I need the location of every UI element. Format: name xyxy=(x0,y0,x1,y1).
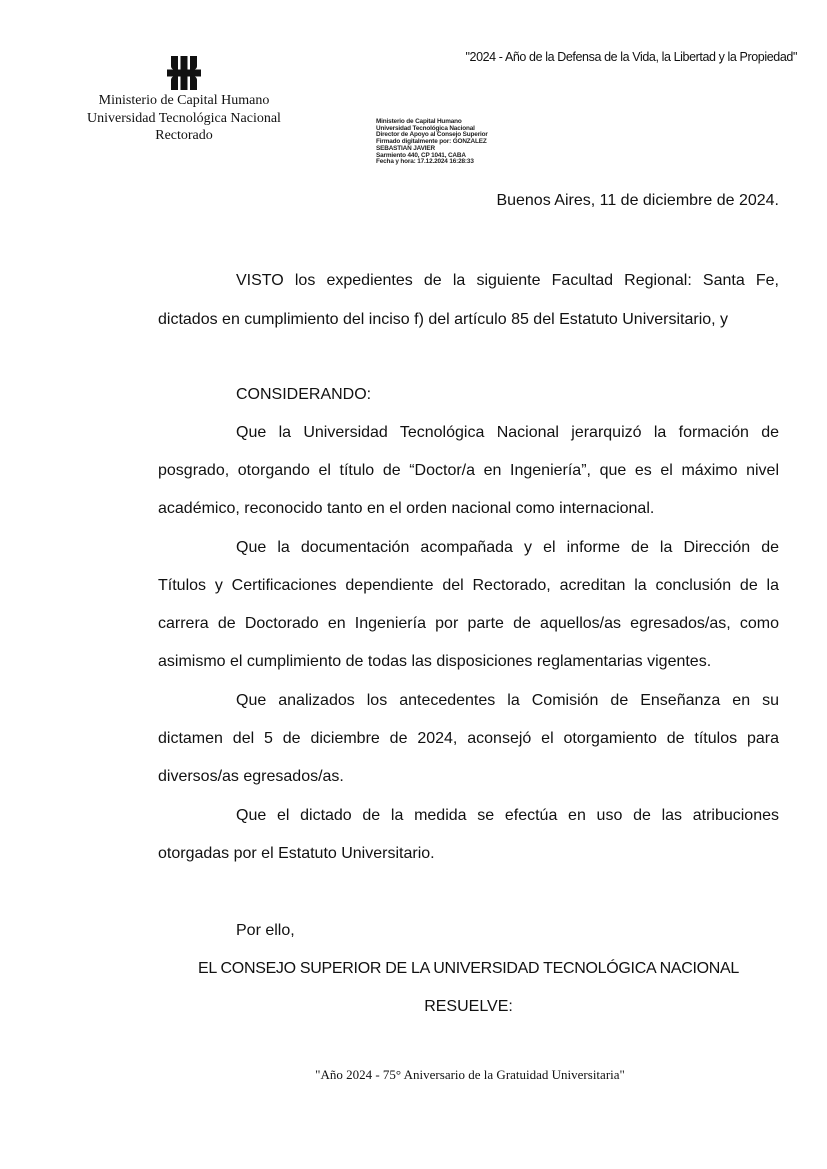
signature-line: Director de Apoyo al Consejo Superior xyxy=(376,131,488,139)
paragraph3-line-1: Que analizados los antecedentes la Comisión de Enseñanza en su xyxy=(236,692,779,709)
paragraph3-line-2: dictamen del 5 de diciembre de 2024, aconsejó el otorgamiento de títulos para xyxy=(158,730,779,747)
paragraph1-line-2: posgrado, otorgando el título de “Doctor/a en Ingeniería”, que es el máximo nivel xyxy=(158,462,779,479)
institution-rectorado: Rectorado xyxy=(155,128,213,143)
paragraph3-line-3: diversos/as egresados/as. xyxy=(158,768,344,785)
digital-signature-stamp xyxy=(376,119,488,166)
paragraph1-line-1: Que la Universidad Tecnológica Nacional jerarquizó la formación de xyxy=(236,424,779,441)
paragraph2-line-3: carrera de Doctorado en Ingeniería por parte de aquellos/as egresados/as, como xyxy=(158,615,779,632)
date-line: Buenos Aires, 11 de diciembre de 2024. xyxy=(496,192,779,209)
institution-university: Universidad Tecnológica Nacional xyxy=(87,110,281,126)
signature-line: Universidad Tecnológica Nacional xyxy=(376,124,475,132)
signature-line: Firmado digitalmente por: GONZALEZ xyxy=(376,138,487,146)
por-ello: Por ello, xyxy=(236,922,295,939)
utn-logo-icon xyxy=(167,56,201,90)
visto-line-1: VISTO los expedientes de la siguiente Facultad Regional: Santa Fe, xyxy=(236,272,779,289)
paragraph4-line-1: Que el dictado de la medida se efectúa en uso de las atribuciones xyxy=(236,807,779,824)
paragraph4-line-2: otorgadas por el Estatuto Universitario. xyxy=(158,845,435,862)
signature-line: Sarmiento 440, CP 1041, CABA xyxy=(376,151,466,159)
considerando-label: CONSIDERANDO: xyxy=(236,386,372,403)
paragraph2-line-1: Que la documentación acompañada y el informe de la Dirección de xyxy=(236,539,779,556)
paragraph2-line-2: Títulos y Certificaciones dependiente del Rectorado, acreditan la conclusión de la xyxy=(158,577,779,594)
paragraph2-line-4: asimismo el cumplimiento de todas las disposiciones reglamentarias vigentes. xyxy=(158,653,712,670)
signature-line: Fecha y hora: 17.12.2024 16:28:33 xyxy=(376,158,474,166)
signature-line: SEBASTIAN JAVIER xyxy=(376,144,435,152)
header-motto: "2024 - Año de la Defensa de la Vida, la Libertad y la Propiedad" xyxy=(465,50,797,64)
footer-motto: "Año 2024 - 75° Aniversario de la Gratuidad Universitaria" xyxy=(315,1067,625,1082)
resuelve-heading: RESUELVE: xyxy=(424,998,513,1015)
signature-line: Ministerio de Capital Humano xyxy=(376,118,462,125)
institution-block xyxy=(60,92,308,145)
visto-line-2: dictados en cumplimiento del inciso f) del artículo 85 del Estatuto Universitario, y xyxy=(158,311,729,328)
paragraph1-line-3: académico, reconocido tanto en el orden nacional como internacional. xyxy=(158,500,655,517)
council-heading: EL CONSEJO SUPERIOR DE LA UNIVERSIDAD TECNOLÓGICA NACIONAL xyxy=(198,960,739,977)
institution-ministry: Ministerio de Capital Humano xyxy=(98,93,270,108)
